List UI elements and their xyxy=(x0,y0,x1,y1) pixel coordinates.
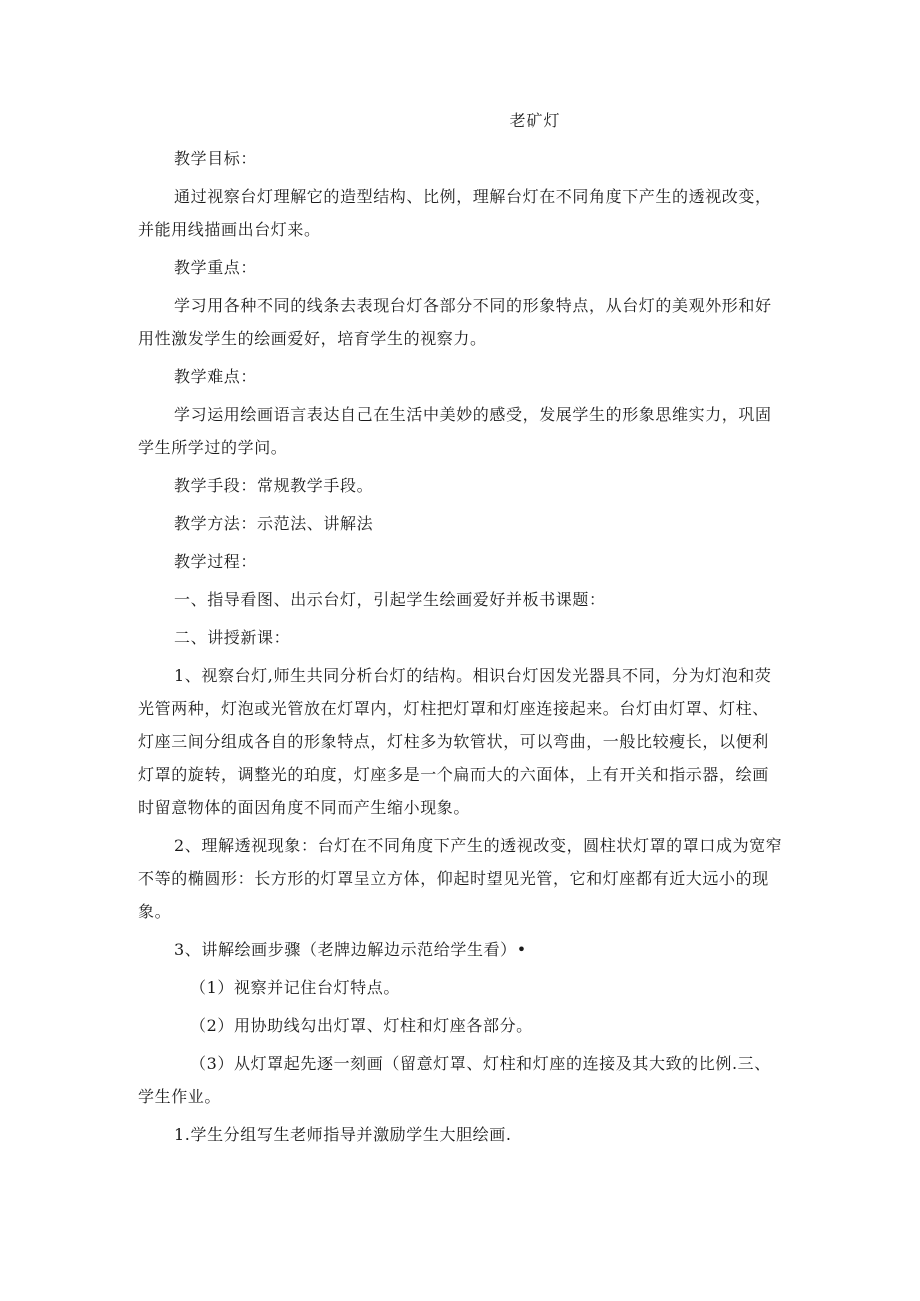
document-title: 老矿灯 xyxy=(509,111,561,130)
paragraph-step-one: 一、指导看图、出示台灯，引起学生绘画爱好并板书课题： xyxy=(174,590,606,609)
paragraph-methods: 教学方法：示范法、讲解法 xyxy=(174,514,374,533)
paragraph-key-points: 学习用各种不同的线条去表现台灯各部分不同的形象特点，从台灯的美观外形和好用性激发学生的绘画爱好，培育学生的视察力。 xyxy=(138,296,772,348)
paragraph-difficulties: 学习运用绘画语言表达自己在生活中美妙的感受，发展学生的形象思维实力，巩固学生所学过的学问。 xyxy=(138,405,772,457)
paragraph-perspective: 2、理解透视现象：台灯在不同角度下产生的透视改变，圆柱状灯罩的罩口成为宽窄不等的椭圆形：长方形的灯罩呈立方体，仰起时望见光管，它和灯座都有近大远小的现象。 xyxy=(138,836,783,921)
section-heading-key-points: 教学重点： xyxy=(174,258,258,277)
list-item-step-2: （2）用协助线勾出灯罩、灯柱和灯座各部分。 xyxy=(190,1016,533,1035)
list-item-step-1: （1）视察并记住台灯特点。 xyxy=(190,978,400,997)
section-heading-difficulties: 教学难点： xyxy=(174,367,258,386)
paragraph-observe: 1、视察台灯,师生共同分析台灯的结构。相识台灯因发光器具不同，分为灯泡和荧光管两种，灯泡或光管放在灯罩内，灯柱把灯罩和灯座连接起来。台灯由灯罩、灯柱、灯座三间分组成各自的形象特点，灯柱多为软管状，可以弯曲，一般比较瘦长，以便利灯罩的旋转，调整光的珀度，灯座多是一个扁而大的六面体，上有开关和指示器，绘画时留意物体的面因角度不同而产生缩小现象。 xyxy=(138,666,772,817)
paragraph-homework: 1.学生分组写生老师指导并激励学生大胆绘画. xyxy=(174,1125,512,1144)
paragraph-goals: 通过视察台灯理解它的造型结构、比例，理解台灯在不同角度下产生的透视改变，并能用线描画出台灯来。 xyxy=(138,187,772,239)
section-heading-goals: 教学目标： xyxy=(174,149,258,168)
paragraph-drawing-steps: 3、讲解绘画步骤（老牌边解边示范给学生看）• xyxy=(174,940,527,959)
paragraph-means: 教学手段：常规教学手段。 xyxy=(174,476,374,495)
paragraph-step-two: 二、讲授新课： xyxy=(174,628,291,647)
list-item-step-3: （3）从灯罩起先逐一刻画（留意灯罩、灯柱和灯座的连接及其大致的比例.三、学生作业。 xyxy=(138,1054,771,1106)
document-body xyxy=(138,142,784,1156)
section-heading-process: 教学过程： xyxy=(174,552,258,571)
